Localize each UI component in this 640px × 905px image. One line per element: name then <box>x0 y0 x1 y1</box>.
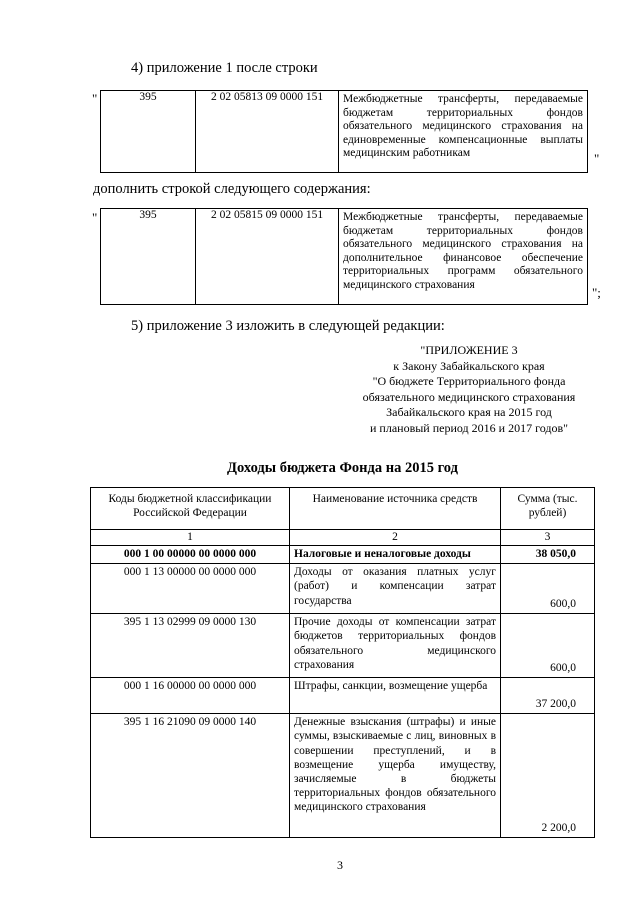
row-name: Доходы от оказания платных услуг (работ) и компенсации затрат государства <box>290 564 501 614</box>
appendix-line-3: "О бюджете Территориального фонда <box>372 374 566 389</box>
item-4-text: 4) приложение 1 после строки <box>131 60 318 76</box>
row-name: Налоговые и неналоговые доходы <box>290 546 501 564</box>
row-code: 000 1 16 00000 00 0000 000 <box>91 678 290 714</box>
row-sum: 38 050,0 <box>501 546 595 564</box>
table-row <box>91 546 595 564</box>
table-row <box>91 564 595 614</box>
appendix-heading <box>345 343 593 437</box>
row-name: Денежные взыскания (штрафы) и иные суммы, взыскиваемые с лиц, виновных в совершении преступлений, и в возмещение ущерба имуществу, зачисляемые в бюджеты территориальных фондов обязательного медицинского страхования <box>290 714 501 838</box>
row2-kbk: 2 02 05815 09 0000 151 <box>196 209 339 305</box>
column-number-3: 3 <box>501 530 595 546</box>
header-sum: Сумма (тыс. рублей) <box>501 488 595 530</box>
table-header-row <box>91 488 595 530</box>
row2-code: 395 <box>101 209 196 305</box>
column-number-2: 2 <box>290 530 501 546</box>
table-row <box>91 614 595 678</box>
row1-close-quote: " <box>594 151 600 166</box>
header-codes: Коды бюджетной классификации Российской Федерации <box>91 488 290 530</box>
income-table <box>90 487 595 838</box>
row-code: 000 1 00 00000 00 0000 000 <box>91 546 290 564</box>
appendix-line-1: "ПРИЛОЖЕНИЕ 3 <box>420 343 518 357</box>
table-row <box>91 678 595 714</box>
page-number: 3 <box>337 858 343 872</box>
row1-description: Межбюджетные трансферты, передаваемые бюджетам территориальных фондов обязательного медицинского страхования на единовременные компенсационные выплаты медицинским работникам <box>339 91 588 173</box>
column-numbers-row <box>91 530 595 546</box>
row-sum: 600,0 <box>501 614 595 678</box>
appendix-line-5: Забайкальского края на 2015 год <box>386 405 552 420</box>
row-code: 000 1 13 00000 00 0000 000 <box>91 564 290 614</box>
appendix-line-4: обязательного медицинского страхования <box>362 389 576 404</box>
row-name: Штрафы, санкции, возмещение ущерба <box>290 678 501 714</box>
header-name: Наименование источника средств <box>290 488 501 530</box>
row1-kbk: 2 02 05813 09 0000 151 <box>196 91 339 173</box>
row-sum: 37 200,0 <box>501 678 595 714</box>
row1-open-quote: " <box>92 91 98 106</box>
row2-table <box>100 208 588 305</box>
appendix-line-6: и плановый период 2016 и 2017 годов" <box>369 420 569 435</box>
row-code: 395 1 16 21090 09 0000 140 <box>91 714 290 838</box>
row-name: Прочие доходы от компенсации затрат бюджетов территориальных фондов обязательного медицинского страхования <box>290 614 501 678</box>
appendix-line-2: к Закону Забайкальского края <box>393 358 545 373</box>
column-number-1: 1 <box>91 530 290 546</box>
row-sum: 600,0 <box>501 564 595 614</box>
row2-open-quote: " <box>92 210 98 225</box>
row2-close-quote: "; <box>592 285 601 300</box>
row1-table <box>100 90 588 173</box>
supplement-text: дополнить строкой следующего содержания: <box>93 181 371 197</box>
item-5-text: 5) приложение 3 изложить в следующей редакции: <box>131 318 445 334</box>
table-title: Доходы бюджета Фонда на 2015 год <box>227 460 458 476</box>
table-row <box>91 714 595 838</box>
row-sum: 2 200,0 <box>501 714 595 838</box>
row1-code: 395 <box>101 91 196 173</box>
row2-description: Межбюджетные трансферты, передаваемые бюджетам территориальных фондов обязательного медицинского страхования на дополнительное финансовое обеспечение территориальных программ обязательного медицинского страхования <box>339 209 588 305</box>
row-code: 395 1 13 02999 09 0000 130 <box>91 614 290 678</box>
